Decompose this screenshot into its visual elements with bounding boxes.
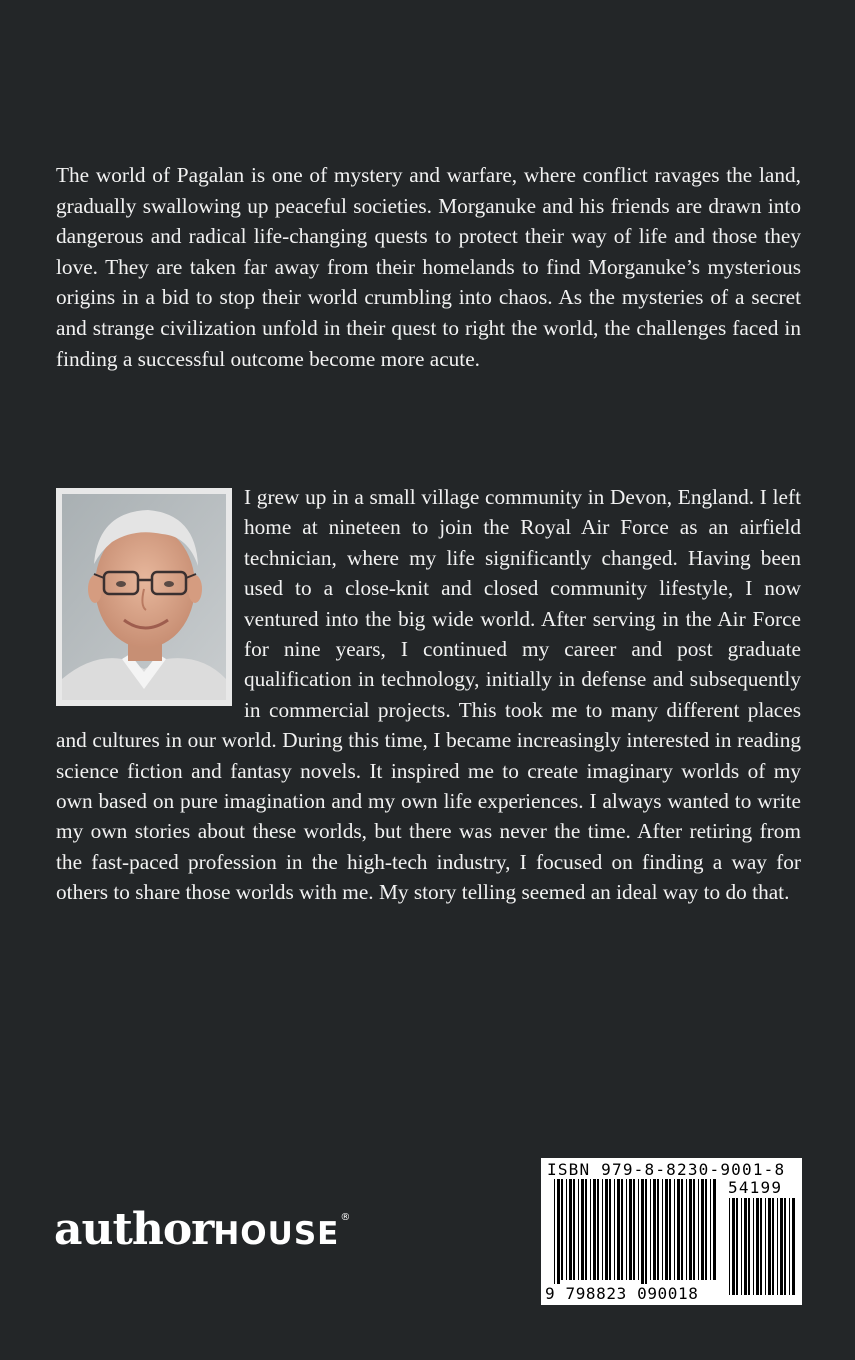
barcode-bar [585,1179,587,1280]
barcode-bar [681,1179,683,1280]
barcode-bar [566,1179,567,1280]
barcode-bar [633,1179,635,1280]
isbn-label: ISBN 979-8-8230-9001-8 [547,1160,786,1179]
barcode-bar [780,1198,783,1295]
barcode-bar [710,1179,711,1280]
barcode-bar [698,1179,699,1280]
barcode-bar [784,1198,786,1295]
barcode-bar [772,1198,774,1295]
barcode-bar [638,1179,639,1280]
price-code: 54199 [728,1178,783,1197]
barcode-bar [729,1198,730,1295]
barcode-bar [756,1198,759,1295]
publisher-logo-author: author [54,1204,214,1255]
barcode-bar [736,1198,738,1295]
barcode-bar [609,1179,611,1280]
author-bio-text: I grew up in a small village community in Devon, England. I left home at nineteen to join the Royal Air Force as an airfield technician, where my life significantly changed. Having been used to a close-knit and closed community lifestyle, I now ventured into the big wide world. After serving in the Air Force for nine years, I continued my career and post graduate qualification in technology, initially in defense and subsequently in commercial projects. This took me to many different places and cultures in our world. During this time, I became increasingly interested in reading science fiction and fantasy novels. It inspired me to create imaginary worlds of my own based on pure imagination and my own life experiences. I always wanted to write my own stories about these worlds, but there was never the time. After retiring from the fast-paced profession in the high-tech industry, I focused on finding a way for others to share those worlds with me. My story telling seemed an ideal way to do that. [56,485,801,905]
registered-mark: ® [340,1212,351,1223]
barcode-bar [557,1179,560,1286]
barcode-bar [674,1179,675,1280]
barcode-bar [760,1198,762,1295]
barcode-bar [605,1179,608,1280]
publisher-logo-house: HOUSE [213,1216,340,1252]
barcode-bar [629,1179,632,1280]
barcode-bar [713,1179,716,1280]
barcode-bar [789,1198,790,1295]
barcode-bar [741,1198,742,1295]
barcode-bar [590,1179,591,1280]
barcode-bars [554,1179,717,1286]
barcode-bar [657,1179,659,1280]
barcode-bar [597,1179,599,1280]
barcode-bar [701,1179,704,1280]
barcode-bar [677,1179,680,1280]
barcode-bar [744,1198,747,1295]
barcode-bar [665,1179,668,1280]
barcode-bar [569,1179,572,1280]
barcode-bar [753,1198,754,1295]
barcode-bar [689,1179,692,1280]
book-blurb: The world of Pagalan is one of mystery and warfare, where conflict ravages the land, gradually swallowing up peaceful societies. Morganuke and his friends are drawn into dangerous and radical life-changing quests to protect their way of life and those they love. They are taken far away from their homelands to find Morganuke’s mysterious origins in a bid to stop their world crumbling into chaos. As the mysteries of a secret and strange civilization unfold in their quest to right the world, the challenges faced in finding a successful outcome become more acute. [56,163,801,371]
barcode-bar [650,1179,651,1280]
barcode-bar [602,1179,603,1280]
barcode-bar [705,1179,707,1280]
barcode-bar [748,1198,750,1295]
barcode-bar [626,1179,627,1280]
barcode-bar [561,1179,563,1280]
author-bio [56,482,801,908]
barcode-bar [645,1179,647,1286]
barcode-bar [693,1179,695,1280]
isbn-barcode [541,1158,802,1305]
barcode-bar [593,1179,596,1280]
barcode-bar [653,1179,656,1280]
barcode-bar [669,1179,671,1280]
barcode-bar [554,1179,555,1286]
barcode-digits: 9 798823 090018 [545,1284,699,1303]
barcode-bar [662,1179,663,1280]
barcode-bar [792,1198,795,1295]
barcode-bar [581,1179,584,1280]
author-photo [56,488,232,706]
barcode-bar [641,1179,644,1286]
barcode-bar [573,1179,575,1280]
publisher-logo [54,1204,350,1264]
barcode-bar [732,1198,735,1295]
barcode-bar [614,1179,615,1280]
barcode-bar [686,1179,687,1280]
barcode-bar [617,1179,620,1280]
barcode-bar [768,1198,771,1295]
barcode-bar [578,1179,579,1280]
barcode-bar [621,1179,623,1280]
barcode-bar [777,1198,778,1295]
addon-barcode-bars [729,1198,795,1301]
barcode-bar [765,1198,766,1295]
